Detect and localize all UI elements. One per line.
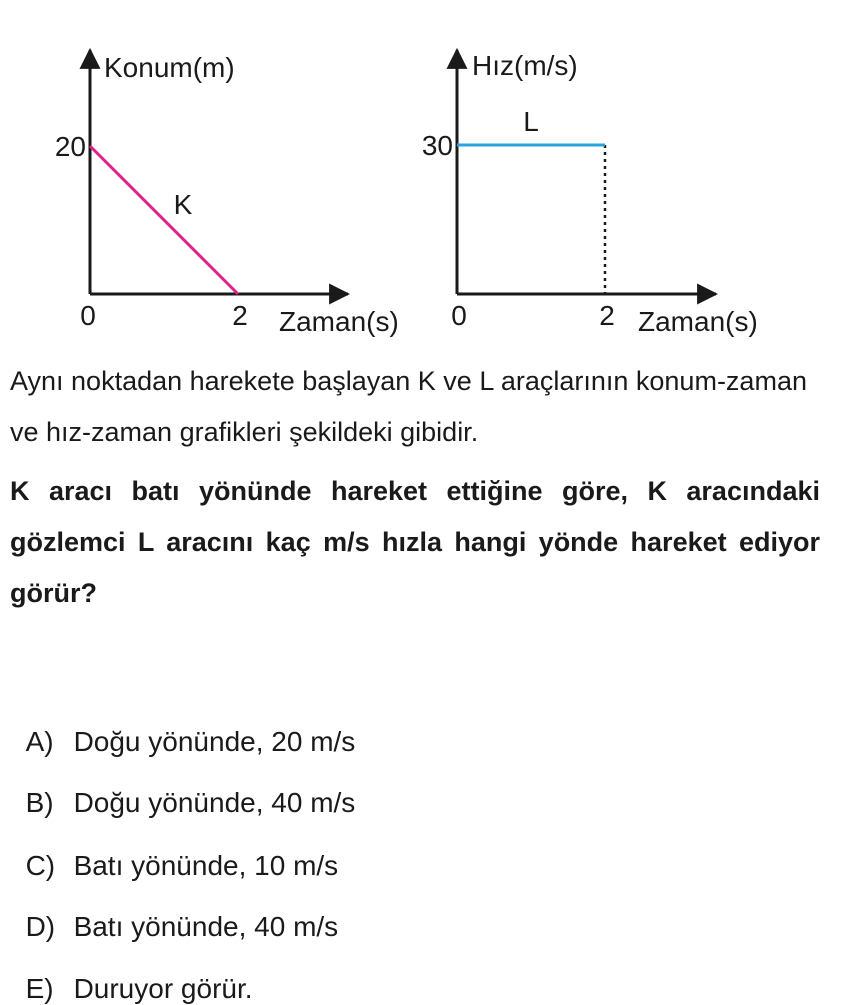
x-axis-title: Zaman(s) bbox=[279, 306, 399, 337]
option-e-letter: E) bbox=[25, 973, 54, 1004]
option-c-text: Batı yönünde, 10 m/s bbox=[73, 850, 339, 881]
x-tick-label: 2 bbox=[599, 300, 615, 331]
option-a-letter: A) bbox=[25, 726, 54, 757]
option-a-text: Doğu yönünde, 20 m/s bbox=[73, 726, 356, 757]
x-axis-title: Zaman(s) bbox=[638, 306, 758, 337]
option-d[interactable] bbox=[10, 879, 338, 943]
question-stem-prompt: K aracı batı yönünde hareket ettiğine göre, K aracındaki gözlemci L aracını kaç m/s hızla hangi yönde hareket ediyor görür? bbox=[10, 476, 820, 608]
x-tick-label: 0 bbox=[451, 300, 467, 331]
x-tick-label: 2 bbox=[232, 300, 248, 331]
option-d-letter: D) bbox=[25, 911, 56, 942]
option-a[interactable] bbox=[10, 694, 355, 758]
question-stem-intro: Aynı noktadan harekete başlayan K ve L araçlarının konum-zaman ve hız-zaman grafikleri şekildeki gibidir. bbox=[10, 366, 807, 447]
option-c[interactable] bbox=[10, 818, 338, 882]
option-e[interactable] bbox=[10, 941, 253, 1005]
y-tick-label: 30 bbox=[421, 130, 453, 161]
series-label-k: K bbox=[173, 189, 193, 220]
y-tick-label: 20 bbox=[54, 131, 86, 162]
y-axis-title: Hız(m/s) bbox=[472, 50, 578, 81]
option-c-letter: C) bbox=[25, 850, 56, 881]
position-time-graph bbox=[55, 50, 399, 337]
graphs-figure bbox=[0, 0, 858, 350]
option-b-letter: B) bbox=[25, 787, 54, 818]
velocity-time-graph bbox=[422, 50, 758, 337]
series-line-k bbox=[90, 146, 238, 294]
option-d-text: Batı yönünde, 40 m/s bbox=[73, 911, 339, 942]
option-b[interactable] bbox=[10, 755, 355, 819]
x-tick-label: 0 bbox=[80, 300, 96, 331]
option-e-text: Duruyor görür. bbox=[73, 973, 253, 1004]
y-axis-title: Konum(m) bbox=[104, 52, 235, 83]
series-label-l: L bbox=[523, 106, 539, 137]
option-b-text: Doğu yönünde, 40 m/s bbox=[73, 787, 356, 818]
